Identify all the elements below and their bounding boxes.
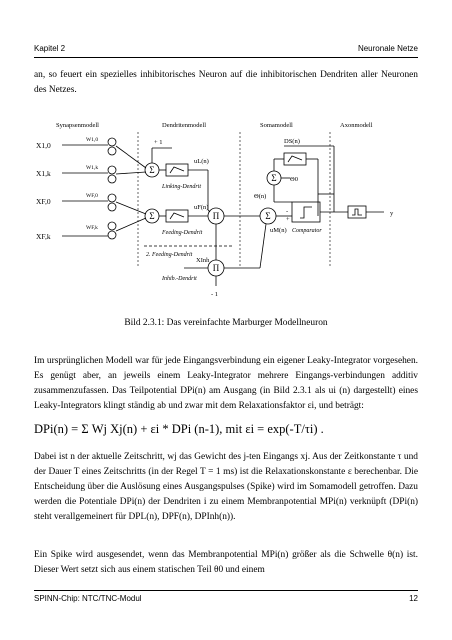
sigma-linking: Σ [149, 165, 155, 175]
comparator-plus: + [286, 216, 290, 223]
ds-label: DS(n) [284, 138, 300, 145]
y-output-label: y [390, 210, 394, 217]
minus-one-label: - 1 [211, 291, 219, 298]
feeding2-dendrite-label: 2. Feeding-Dendrit [146, 252, 193, 258]
col-label-synapse: Synapsenmodell [56, 122, 99, 129]
theta0-label: Θ0 [290, 176, 298, 183]
pi-product: Π [212, 211, 220, 221]
input-xfk: XF,k [36, 232, 51, 241]
page-footer [34, 594, 418, 606]
comparator-label: Comparator [292, 228, 322, 234]
input-xf0: XF,0 [36, 197, 51, 206]
footer-rule [34, 590, 418, 591]
feeding-dendrite-label: Feeding-Dendrit [162, 230, 203, 236]
col-label-soma: Somamodell [260, 122, 293, 129]
col-label-dendrite: Dendritenmodell [162, 122, 207, 129]
sigma-feeding: Σ [149, 211, 155, 221]
pi-inhib: Π [212, 263, 220, 273]
formula: DPi(n) = Σ Wj Xj(n) + εi * DPi (n-1), mit εi = exp(-T/τi) . [34, 422, 324, 436]
weight-w10: W1,0 [86, 137, 99, 143]
body-paragraph-2: Dabei ist n der aktuelle Zeitschritt, wj das Gewicht des j-ten Eingangs xj. Aus der Zeitkonstante τ und der Dauer T eines Zeitschritts (in der Regel T = 1 ms) ist die Relaxationskonstante ε berechenbar. Die Entscheidung über die Auslösung eines Ausgangspulses (Spike) wird im Somamodell getroffen. Dazu werden die Potentiale DPi(n) der Dendriten i zu einem Membranpotential MPi(n) verknüpft (DPi(n) steht verallgemeinert für DPL(n), DPF(n), DPInh(n)). [34, 452, 418, 522]
theta-n-label: Θ(n) [254, 193, 267, 200]
xinh-label: XInh [196, 257, 210, 264]
weight-wf0: WF,0 [86, 193, 98, 199]
plus-one-label: + 1 [154, 139, 163, 146]
neuron-model-figure [34, 118, 418, 306]
ul-label: uL(n) [194, 158, 209, 165]
page-number: 12 [409, 594, 418, 603]
sigma-threshold: Σ [271, 173, 277, 183]
body-paragraph-1: Im ursprünglichen Modell war für jede Eingangsverbindung ein eigener Leaky-Integrator vorgesehen. Es genügt aber, an jeweils einem Leaky-Integrator mehrere Eingangs-verbindungen additiv zusammenzufassen. Das Teilpotential DPi(n) am Ausgang (in Bild 2.3.1 als ui (n) dargestellt) eines Leaky-Integrators klingt ständig ab und zwar mit dem Relaxationsfaktor εi, und beträgt: [34, 356, 418, 411]
uf-label: uF(n) [194, 204, 209, 211]
sigma-soma: Σ [265, 211, 271, 221]
inhib-dendrite-label: Inhib.-Dendrit [162, 276, 197, 282]
header-section: Neuronale Netze [357, 44, 418, 53]
input-x1k: X1,k [36, 169, 51, 178]
figure-caption: Bild 2.3.1: Das vereinfachte Marburger Modellneuron [124, 318, 328, 328]
header-rule [34, 57, 418, 58]
body-paragraph-3: Ein Spike wird ausgesendet, wenn das Membranpotential MPi(n) größer als die Schwelle θ(n) ist. Dieser Wert setzt sich aus einem statischen Teil θ0 und einem [34, 550, 418, 575]
weight-w1k: W1,k [86, 165, 99, 171]
footer-title: SPINN-Chip: NTC/TNC-Modul [34, 594, 142, 603]
input-x10: X1,0 [36, 141, 51, 150]
header-chapter: Kapitel 2 [34, 44, 66, 53]
comparator-minus: - [286, 208, 289, 215]
intro-paragraph: an, so feuert ein spezielles inhibitorisches Neuron auf die inhibitorischen Dendriten aller Neuronen des Netzes. [34, 70, 418, 95]
page-header [34, 44, 418, 58]
linking-dendrite-label: Linking-Dendrit [162, 184, 201, 190]
weight-wfk: WF,k [86, 225, 98, 231]
um-label: uM(n) [270, 227, 287, 234]
col-label-axon: Axonmodell [340, 122, 373, 129]
